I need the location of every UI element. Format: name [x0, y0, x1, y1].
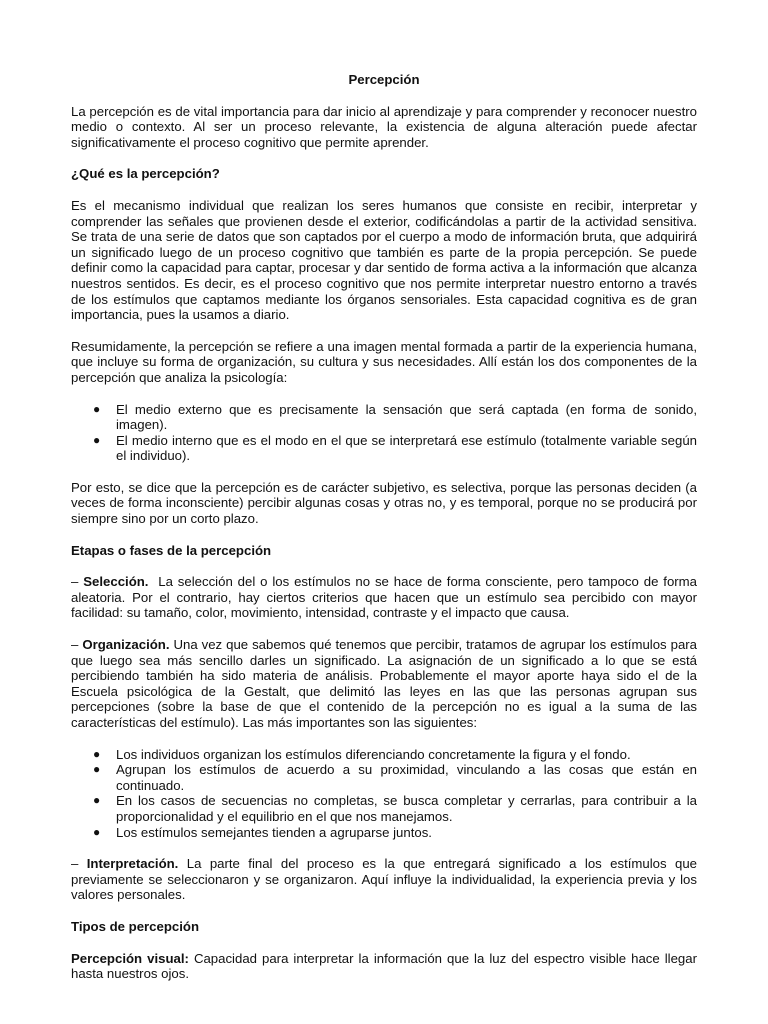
stage-interpretacion	[71, 856, 697, 903]
bullet-icon: ●	[93, 824, 101, 839]
list-item-text: Agrupan los estímulos de acuerdo a su proximidad, vinculando a las cosas que están en continuado.	[116, 762, 697, 793]
list-item-text: El medio interno que es el modo en el que se interpretará ese estímulo (totalmente variable según el individuo).	[116, 432, 697, 464]
list-item	[93, 824, 697, 841]
stage-label-interpretacion: Interpretación.	[86, 856, 179, 872]
dash: –	[71, 856, 79, 872]
bullet-icon: ●	[93, 746, 101, 761]
subjectivity-paragraph: Por esto, se dice que la percepción es de carácter subjetivo, es selectiva, porque las personas deciden (a veces de forma inconsciente) percibir algunas cosas y otras no, y es temporal, porque no se producirá por siempre sino por un corto plazo.	[71, 479, 697, 527]
bullet-icon: ●	[93, 401, 101, 416]
list-item-text: El medio externo que es precisamente la sensación que será captada (en forma de sonido, imagen).	[116, 401, 697, 433]
type-text-visual: Capacidad para interpretar la información que la luz del espectro visible hace llegar hasta nuestros ojos.	[71, 950, 697, 982]
definition-paragraph: Es el mecanismo individual que realizan los seres humanos que consiste en recibir, interpretar y comprender las señales que provienen desde el exterior, codificándolas a partir de la actividad sensitiva. Se trata de una serie de datos que son captados por el cuerpo a modo de información bruta, que adquirirá un significado luego de un proceso cognitivo que también es parte de la propia percepción. Se puede definir como la capacidad para captar, procesar y dar sentido de forma activa a la información que alcanza nuestros sentidos. Es decir, es el proceso cognitivo que nos permite interpretar nuestro entorno a través de los estímulos que captamos mediante los órganos sensoriales. Esta capacidad cognitiva es de gran importancia, pues la usamos a diario.	[71, 197, 697, 323]
bullet-icon: ●	[93, 432, 101, 447]
list-item-text: En los casos de secuencias no completas, se busca completar y cerrarlas, para contribuir a la proporcionalidad y el equilibrio en el que nos manejamos.	[116, 793, 697, 824]
stage-text-seleccion: La selección del o los estímulos no se hace de forma consciente, pero tampoco de forma aleatoria. Por el contrario, hay ciertos criterios que hacen que un estímulo sea percibido con mayor facilidad: su tamaño, color, movimiento, intensidad, contraste y el impacto que causa.	[71, 574, 697, 621]
stage-text-interpretacion: La parte final del proceso es la que entregará significado a los estímulos que previamente se seleccionaron y se organizaron. Aquí influye la individualidad, la experiencia previa y los valores personales.	[71, 856, 697, 903]
list-item	[93, 793, 697, 824]
type-label-visual: Percepción visual:	[71, 950, 189, 966]
bullet-icon: ●	[93, 762, 101, 777]
summary-paragraph: Resumidamente, la percepción se refiere a una imagen mental formada a partir de la experiencia humana, que incluye su forma de organización, su cultura y sus necesidades. Allí están los dos componentes de la percepción que analiza la psicología:	[71, 338, 697, 385]
stage-text-organizacion: Una vez que sabemos qué tenemos que percibir, tratamos de agrupar los estímulos para que luego sea más sencillo darles un significado. La asignación de un significado a lo que se está percibiendo también ha sido materia de análisis. Probablemente el mayor aporte haya sido el de la Escuela psicológica de la Gestalt, que delimitó las leyes en las que las personas agrupan sus percepciones (sobre la base de que el contenido de la percepción no es igual a la suma de las características del estímulo). Las más importantes son las siguientes:	[71, 637, 698, 730]
dash: –	[71, 637, 79, 653]
section-heading-que-es: ¿Qué es la percepción?	[71, 166, 220, 182]
section-heading-tipos: Tipos de percepción	[71, 918, 199, 934]
list-item	[93, 762, 697, 793]
stage-organizacion	[71, 637, 697, 731]
list-item	[93, 432, 697, 464]
list-item-text: Los individuos organizan los estímulos diferenciando concretamente la figura y el fondo.	[116, 746, 631, 762]
components-list	[71, 402, 697, 464]
dash: –	[71, 574, 79, 590]
stage-seleccion	[71, 574, 697, 621]
page-title: Percepción	[348, 72, 420, 87]
list-item	[93, 401, 697, 433]
list-item-text: Los estímulos semejantes tienden a agruparse juntos.	[116, 824, 432, 840]
list-item	[93, 746, 697, 763]
stage-label-seleccion: Selección.	[83, 574, 149, 590]
bullet-icon: ●	[93, 793, 101, 808]
intro-paragraph: La percepción es de vital importancia para dar inicio al aprendizaje y para comprender y reconocer nuestro medio o contexto. Al ser un proceso relevante, la existencia de alguna alteración puede afectar significativamente el proceso cognitivo que permite aprender.	[71, 103, 697, 150]
gestalt-laws-list	[71, 747, 697, 841]
type-visual	[71, 951, 697, 982]
section-heading-etapas: Etapas o fases de la percepción	[71, 542, 272, 558]
stage-label-organizacion: Organización.	[82, 637, 170, 653]
